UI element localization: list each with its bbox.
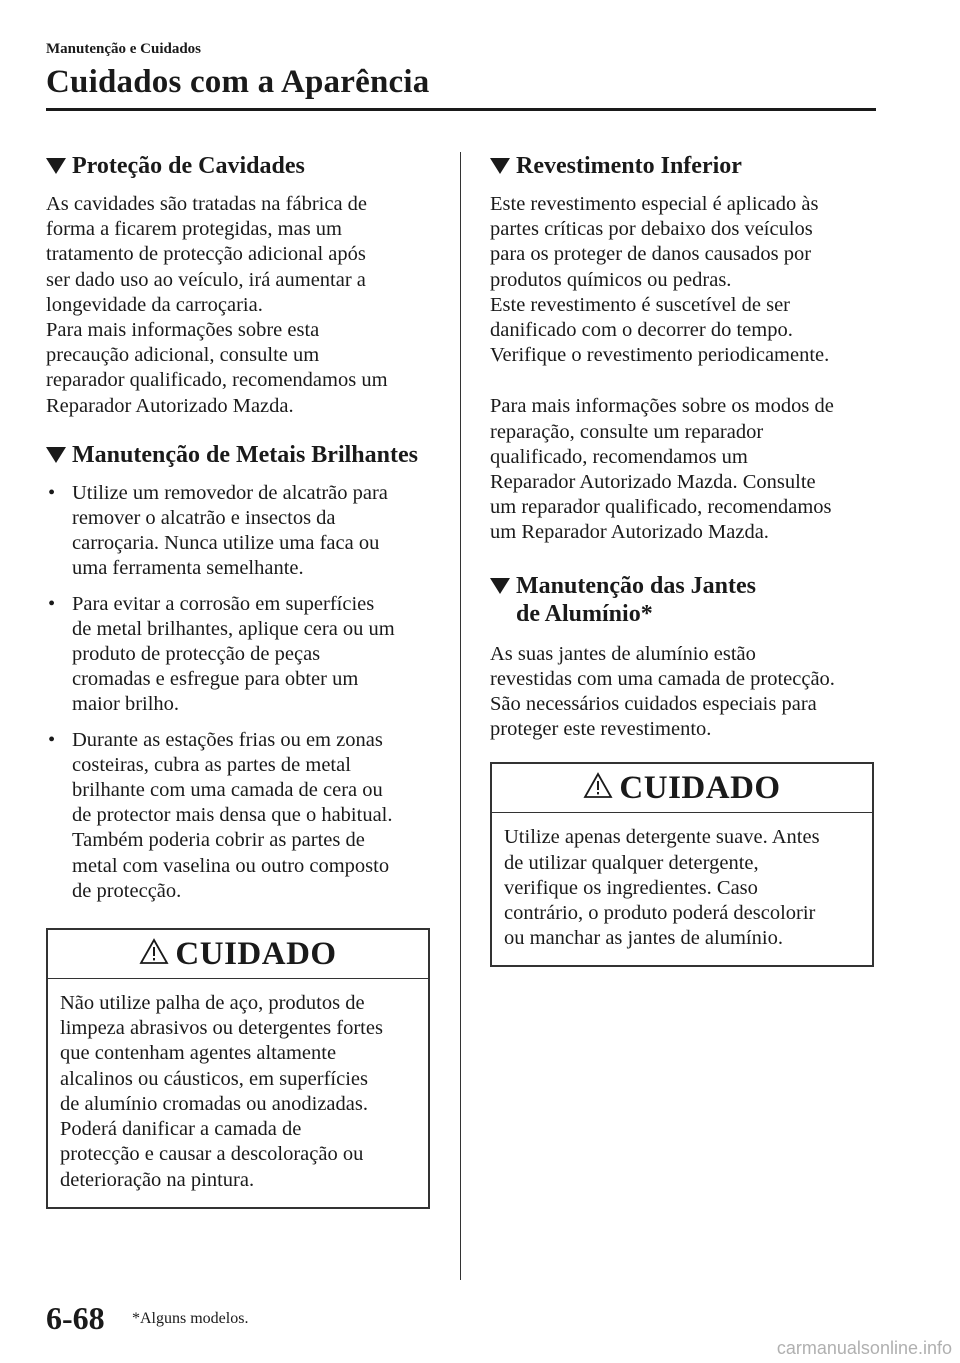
left-column [46, 152, 430, 1209]
text-line: Verifique o revestimento periodicamente. [490, 344, 830, 367]
text-line: produtos químicos ou pedras. [490, 268, 732, 291]
text-line: São necessários cuidados especiais para [490, 693, 817, 716]
page-title: Cuidados com a Aparência [46, 64, 430, 100]
text-line: um Reparador Autorizado Mazda. [490, 521, 769, 544]
text-line: Poderá danificar a camada de [60, 1118, 302, 1141]
header-rule [46, 108, 876, 111]
text-line: revestidas com uma camada de protecção. [490, 667, 835, 690]
caution-header [48, 930, 428, 979]
text-line: forma a ficarem protegidas, mas um [46, 218, 342, 241]
watermark: carmanualsonline.info [776, 1338, 952, 1358]
text-line: Para mais informações sobre esta [46, 319, 320, 342]
paragraph-jantes [490, 642, 874, 743]
text-line: As suas jantes de alumínio estão [490, 642, 756, 665]
list-item [46, 592, 430, 718]
text-line: precaução adicional, consulte um [46, 344, 320, 367]
footnote: *Alguns modelos. [132, 1310, 249, 1327]
text-line: contrário, o produto poderá descolorir [504, 902, 816, 925]
section-label: Manutenção e Cuidados [46, 41, 202, 57]
text-line: de protector mais densa que o habitual. [72, 804, 393, 827]
text-line: Durante as estações frias ou em zonas [72, 728, 383, 751]
triangle-down-icon [46, 441, 72, 469]
page-number: 6-68 [46, 1300, 105, 1336]
bullet-list-metais [46, 481, 430, 904]
text-line: Para mais informações sobre os modos de [490, 395, 834, 418]
text-line: um reparador qualificado, recomendamos [490, 496, 832, 519]
text-line: Não utilize palha de aço, produtos de [60, 992, 365, 1015]
heading-line: de Alumínio* [516, 600, 653, 627]
section-heading-text: Revestimento Inferior [516, 153, 742, 179]
text-line: que contenham agentes altamente [60, 1042, 337, 1065]
text-line: limpeza abrasivos ou detergentes fortes [60, 1017, 383, 1040]
caution-header [492, 764, 872, 813]
text-line: reparador qualificado, recomendamos um [46, 369, 388, 392]
warning-icon [139, 938, 169, 970]
text-line: qualificado, recomendamos um [490, 445, 748, 468]
text-line: Este revestimento é suscetível de ser [490, 293, 790, 316]
caution-body [492, 813, 872, 965]
text-line: reparação, consulte um reparador [490, 420, 764, 443]
page-header [46, 40, 876, 102]
text-line: alcalinos ou cáusticos, em superfícies [60, 1067, 368, 1090]
section-heading-text: Proteção de Cavidades [72, 153, 305, 179]
text-line: Utilize apenas detergente suave. Antes [504, 826, 820, 849]
heading-line: Manutenção das Jantes [516, 572, 757, 599]
section-heading-revestimento [490, 152, 874, 180]
section-heading-jantes [490, 572, 874, 628]
warning-icon [583, 772, 613, 804]
text-line: Também poderia cobrir as partes de [72, 829, 365, 852]
section-heading-cavidades [46, 152, 430, 180]
text-line: tratamento de protecção adicional após [46, 243, 366, 266]
text-line: proteger este revestimento. [490, 718, 712, 741]
triangle-down-icon [490, 572, 516, 628]
text-line: Reparador Autorizado Mazda. [46, 394, 294, 417]
text-line: Utilize um removedor de alcatrão para [72, 481, 388, 504]
text-line: Para evitar a corrosão em superfícies [72, 592, 375, 615]
triangle-down-icon [490, 152, 516, 180]
text-line: para os proteger de danos causados por [490, 243, 812, 266]
section-heading-text: Manutenção de Metais Brilhantes [72, 441, 418, 468]
list-item [46, 728, 430, 904]
caution-box-jantes [490, 762, 874, 967]
caution-title: CUIDADO [619, 769, 781, 806]
paragraph-cavidades [46, 192, 430, 419]
triangle-down-icon [46, 152, 72, 180]
text-line: de metal brilhantes, aplique cera ou um [72, 617, 395, 640]
text-line: ou manchar as jantes de alumínio. [504, 927, 783, 950]
column-divider [460, 152, 461, 1280]
text-line: partes críticas por debaixo dos veículos [490, 218, 813, 241]
text-line: uma ferramenta semelhante. [72, 557, 304, 580]
caution-box-metais [46, 928, 430, 1209]
bullet-icon: • [48, 592, 56, 615]
bullet-icon: • [48, 481, 56, 504]
section-heading-text [516, 572, 756, 628]
paragraph-revestimento-2 [490, 394, 874, 545]
text-line: produto de protecção de peças [72, 643, 321, 666]
text-line: protecção e causar a descoloração ou [60, 1143, 364, 1166]
text-line: costeiras, cubra as partes de metal [72, 753, 351, 776]
right-column [490, 152, 874, 967]
text-line: maior brilho. [72, 693, 180, 716]
text-line: ser dado uso ao veículo, irá aumentar a [46, 268, 366, 291]
text-line: cromadas e esfregue para obter um [72, 668, 359, 691]
text-line: deterioração na pintura. [60, 1168, 255, 1191]
text-line: verifique os ingredientes. Caso [504, 876, 758, 899]
text-line: de utilizar qualquer detergente, [504, 851, 759, 874]
caution-body [48, 979, 428, 1207]
text-line: carroçaria. Nunca utilize uma faca ou [72, 532, 380, 555]
section-heading-metais [46, 441, 430, 469]
text-line: de protecção. [72, 879, 182, 902]
text-line: de alumínio cromadas ou anodizadas. [60, 1092, 368, 1115]
text-line: metal com vaselina ou outro composto [72, 854, 390, 877]
caution-title: CUIDADO [175, 935, 337, 972]
paragraph-revestimento [490, 192, 874, 368]
text-line: brilhante com uma camada de cera ou [72, 779, 383, 802]
text-line: remover o alcatrão e insectos da [72, 507, 336, 530]
text-line: Reparador Autorizado Mazda. Consulte [490, 471, 816, 494]
text-line: As cavidades são tratadas na fábrica de [46, 193, 368, 215]
bullet-icon: • [48, 728, 56, 751]
text-line: danificado com o decorrer do tempo. [490, 319, 793, 342]
text-line: Este revestimento especial é aplicado às [490, 193, 819, 215]
list-item [46, 481, 430, 582]
text-line: longevidade da carroçaria. [46, 293, 263, 316]
